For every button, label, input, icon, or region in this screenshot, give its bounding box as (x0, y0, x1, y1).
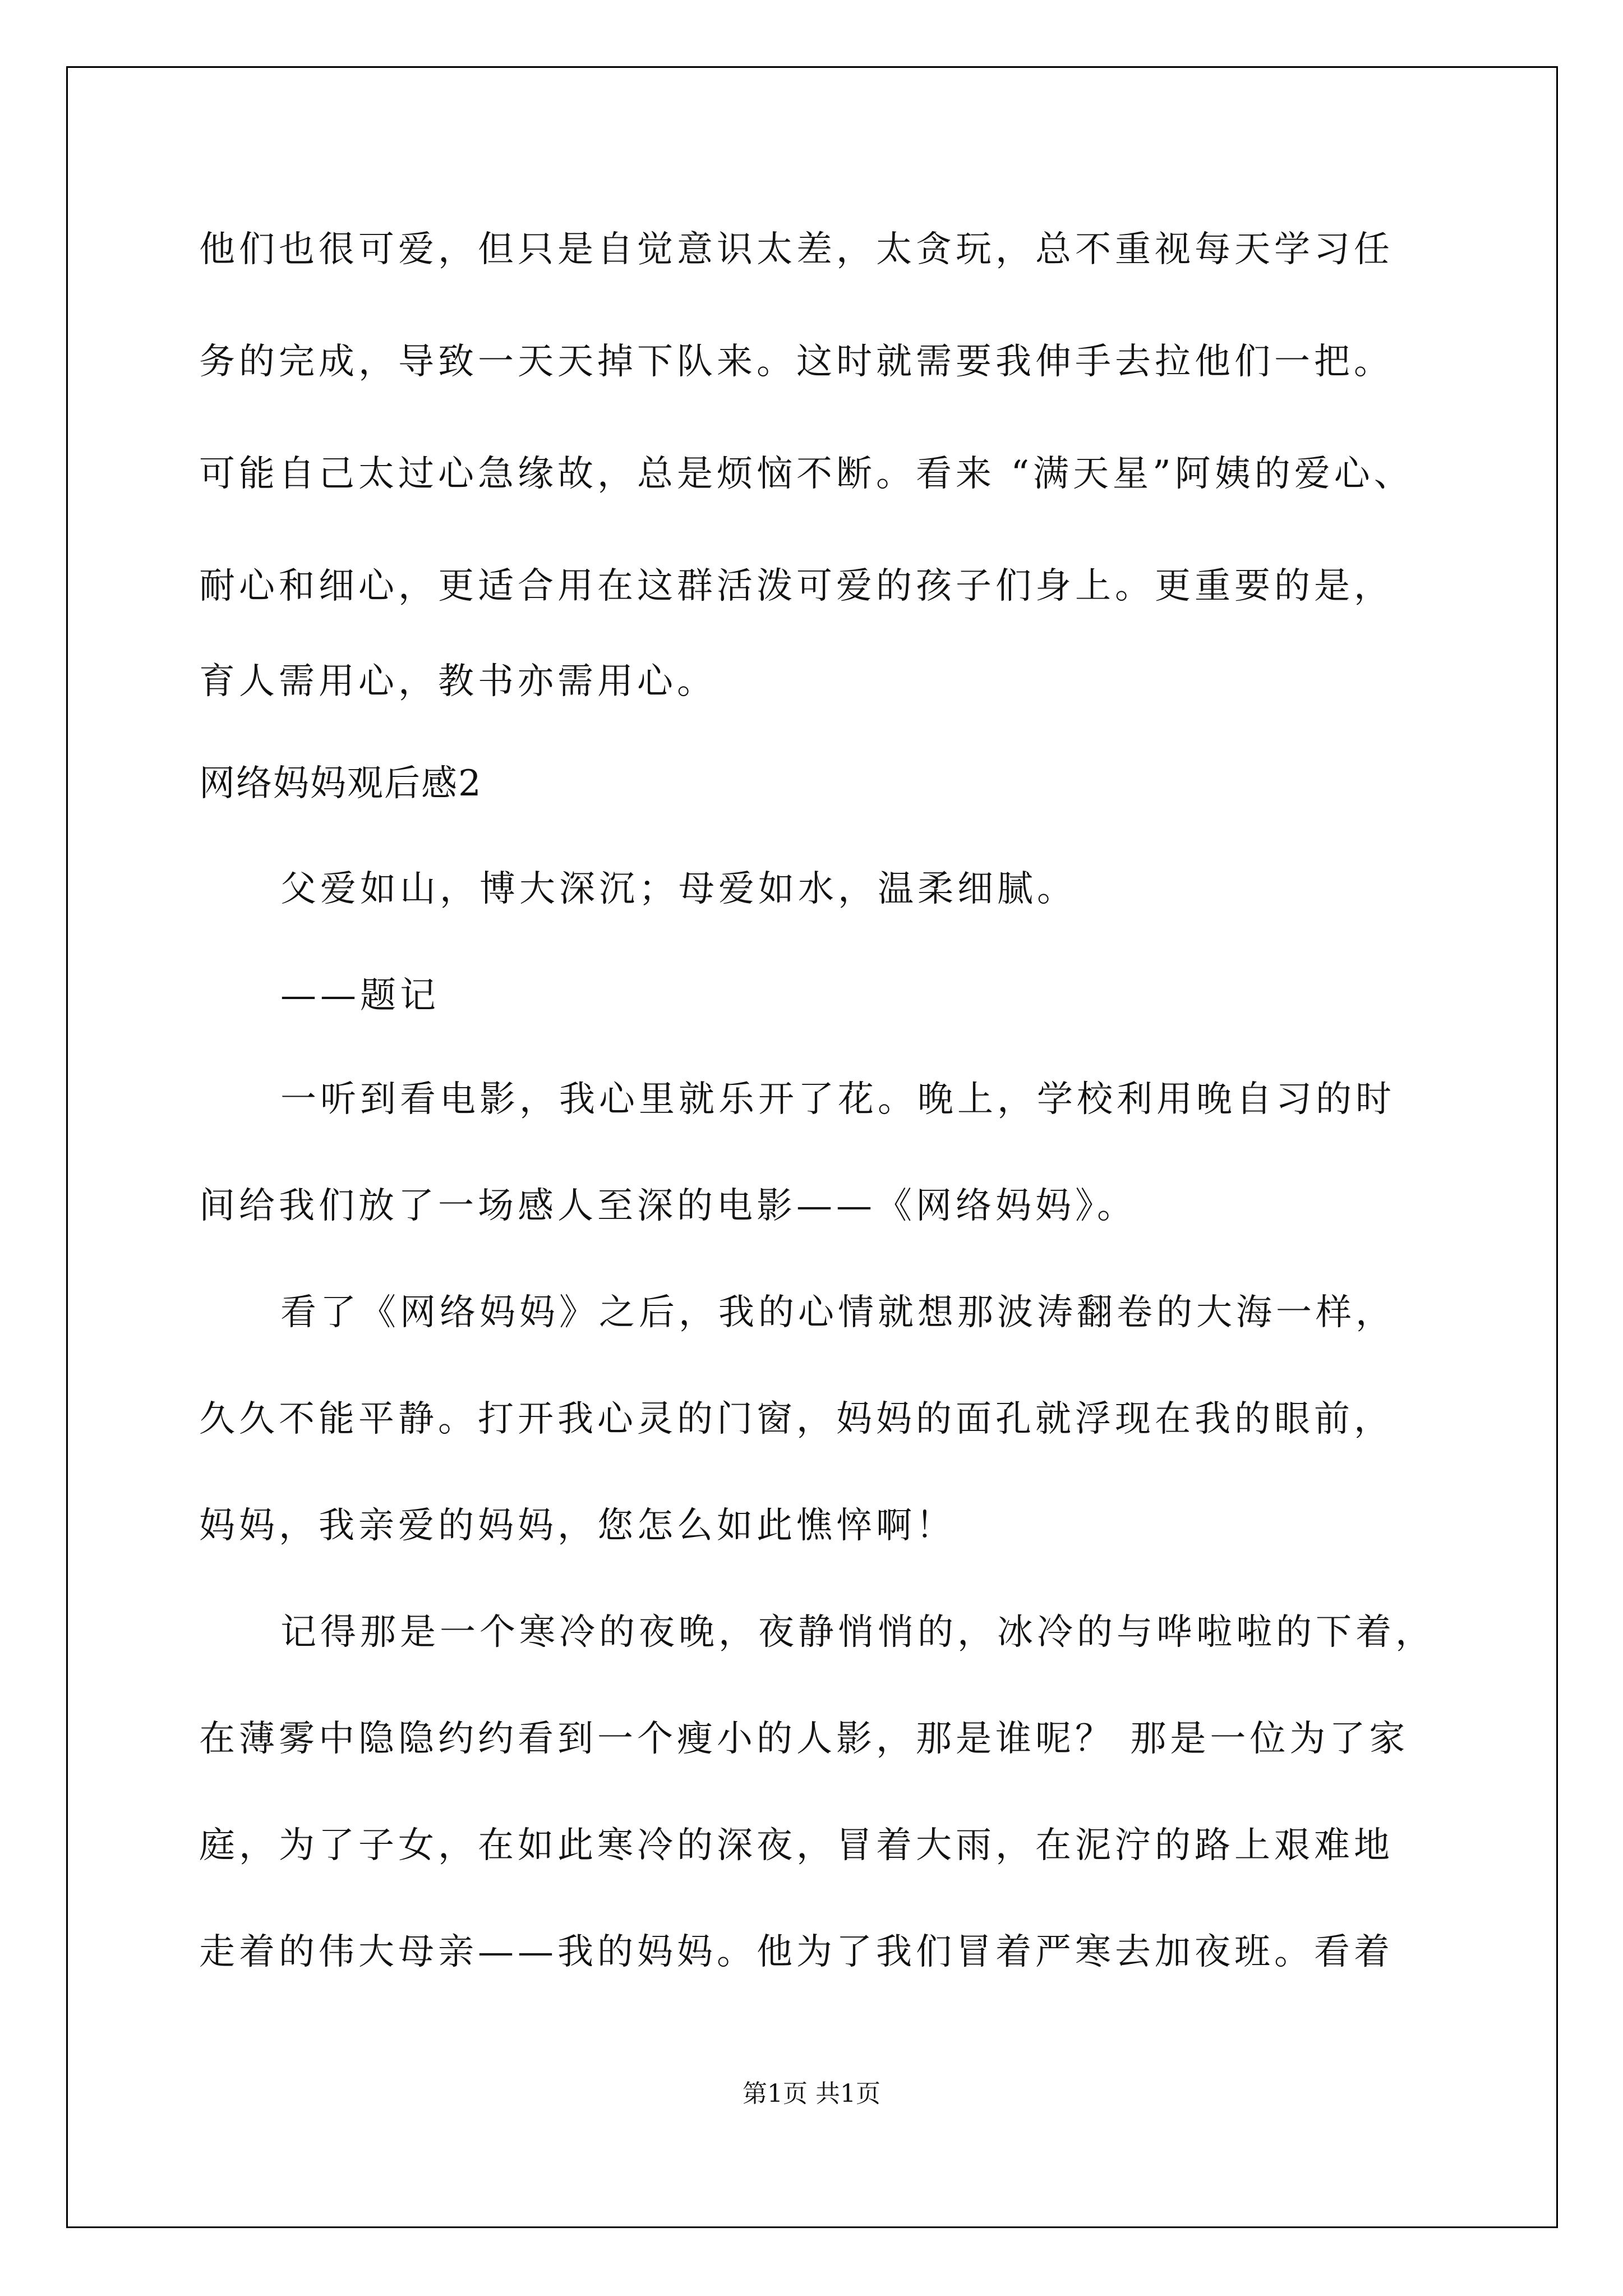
body-line: 在薄雾中隐隐约约看到一个瘦小的人影，那是谁呢？ 那是一位为了家 (199, 1718, 1409, 1760)
body-line: 妈妈，我亲爱的妈妈，您怎么如此憔悴啊！ (199, 1505, 956, 1547)
body-line: 久久不能平静。打开我心灵的门窗，妈妈的面孔就浮现在我的眼前， (199, 1398, 1394, 1440)
body-line: 看了《网络妈妈》之后，我的心情就想那波涛翻卷的大海一样， (280, 1292, 1395, 1333)
body-line: 可能自己太过心急缘故，总是烦恼不断。看来 “满天星”阿姨的爱心、 (199, 453, 1414, 495)
epigraph-attribution: ——题记 (280, 975, 440, 1016)
body-line: 耐心和细心，更适合用在这群活泼可爱的孩子们身上。更重要的是， (199, 565, 1394, 607)
body-line: 务的完成，导致一天天掉下队来。这时就需要我伸手去拉他们一把。 (199, 341, 1394, 383)
body-line: 记得那是一个寒冷的夜晚，夜静悄悄的，冰冷的与哗啦啦的下着， (280, 1612, 1435, 1653)
body-line: 他们也很可爱，但只是自觉意识太差，太贪玩，总不重视每天学习任 (199, 229, 1394, 270)
body-line: 走着的伟大母亲——我的妈妈。他为了我们冒着严寒去加夜班。看着 (199, 1931, 1394, 1973)
body-line: 一听到看电影，我心里就乐开了花。晚上，学校利用晚自习的时 (280, 1079, 1395, 1120)
body-line: 父爱如山，博大深沉；母爱如水，温柔细腻。 (280, 868, 1077, 910)
body-line: 庭，为了子女，在如此寒冷的深夜，冒着大雨，在泥泞的路上艰难地 (199, 1825, 1394, 1866)
page-border (66, 66, 1558, 2228)
section-title: 网络妈妈观后感2 (199, 763, 482, 804)
body-line: 育人需用心，教书亦需用心。 (199, 661, 717, 702)
page-number-footer: 第1页 共1页 (743, 2079, 880, 2108)
body-line: 间给我们放了一场感人至深的电影——《网络妈妈》。 (199, 1185, 1137, 1227)
